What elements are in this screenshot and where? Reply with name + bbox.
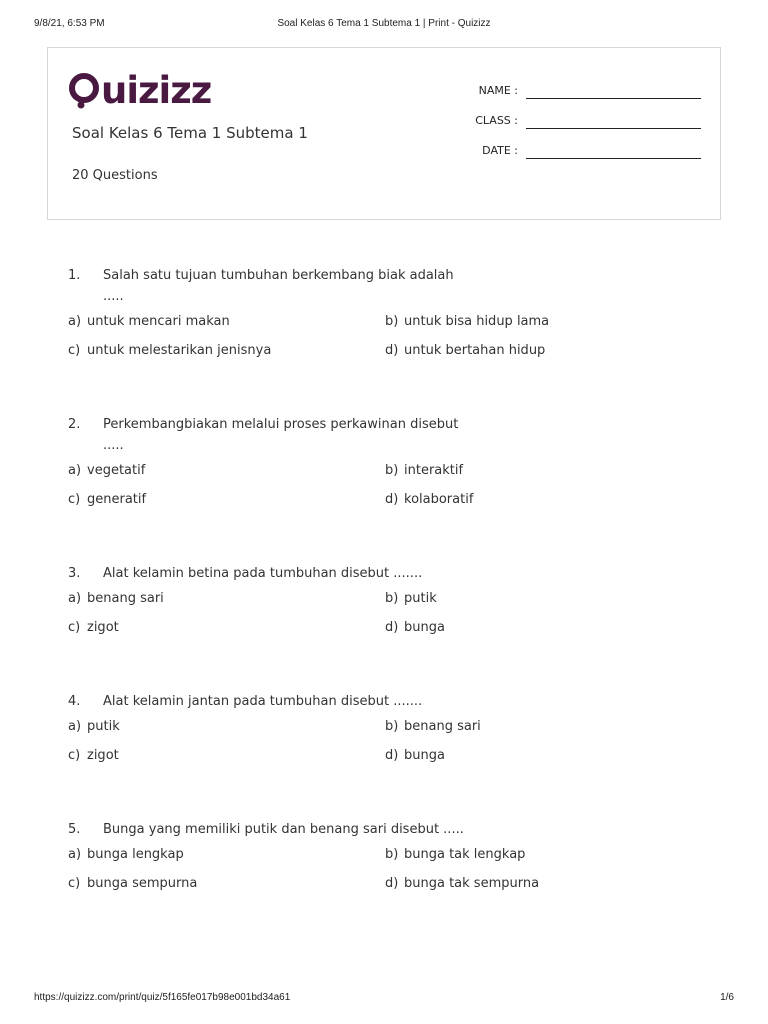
option-letter: a) <box>68 463 82 478</box>
option-letter: c) <box>68 343 81 358</box>
answer-option <box>385 464 702 493</box>
question-number: 4. <box>68 694 81 709</box>
print-header <box>34 18 734 32</box>
option-letter: d) <box>385 748 399 763</box>
option-letter: d) <box>385 876 399 891</box>
option-letter: b) <box>385 463 399 478</box>
answer-options <box>68 464 708 522</box>
quizizz-q-logo-icon <box>68 71 100 109</box>
name-field <box>448 82 708 112</box>
question-text: Alat kelamin jantan pada tumbuhan disebut ....... <box>103 694 423 709</box>
option-letter: a) <box>68 591 82 606</box>
option-letter: d) <box>385 620 399 635</box>
answer-option <box>68 592 385 621</box>
option-letter: c) <box>68 620 81 635</box>
question-number: 5. <box>68 822 81 837</box>
question-item <box>68 563 708 650</box>
option-letter: b) <box>385 719 399 734</box>
answer-option <box>68 848 385 877</box>
date-label: DATE : <box>482 144 518 157</box>
option-letter: d) <box>385 492 399 507</box>
option-text: putik <box>404 591 437 606</box>
question-text: Alat kelamin betina pada tumbuhan disebut ....... <box>103 566 423 581</box>
print-url: https://quizizz.com/print/quiz/5f165fe017b98e001bd34a61 <box>34 992 291 1003</box>
quiz-header-card <box>47 47 721 220</box>
answer-option <box>68 877 385 906</box>
answer-option <box>385 344 702 373</box>
print-page-title: Soal Kelas 6 Tema 1 Subtema 1 | Print - Quizizz <box>277 18 491 29</box>
answer-option <box>68 315 385 344</box>
option-text: bunga lengkap <box>87 847 184 862</box>
question-item <box>68 265 708 373</box>
logo-wordmark: uizizz <box>101 68 212 112</box>
option-text: benang sari <box>87 591 164 606</box>
print-datetime: 9/8/21, 6:53 PM <box>34 18 105 29</box>
option-text: bunga <box>404 620 445 635</box>
answer-option <box>385 848 702 877</box>
answer-options <box>68 592 708 650</box>
question-count: 20 Questions <box>72 168 158 183</box>
option-letter: a) <box>68 847 82 862</box>
name-label: NAME : <box>478 84 518 97</box>
print-footer <box>34 992 734 1006</box>
question-number: 3. <box>68 566 81 581</box>
quizizz-logo <box>68 68 211 112</box>
option-text: untuk bertahan hidup <box>404 343 546 358</box>
answer-option <box>68 493 385 522</box>
name-blank-line <box>526 98 701 99</box>
answer-options <box>68 315 708 373</box>
option-text: interaktif <box>404 463 464 478</box>
option-text: bunga tak sempurna <box>404 876 540 891</box>
page-number: 1/6 <box>720 992 734 1003</box>
question-item <box>68 414 708 522</box>
question-item <box>68 819 708 906</box>
option-text: vegetatif <box>87 463 146 478</box>
question-number: 1. <box>68 268 81 283</box>
option-text: kolaboratif <box>404 492 474 507</box>
option-text: zigot <box>87 748 119 763</box>
option-text: generatif <box>87 492 147 507</box>
answer-option <box>385 592 702 621</box>
option-letter: c) <box>68 876 81 891</box>
option-letter: b) <box>385 591 399 606</box>
answer-option <box>68 621 385 650</box>
option-letter: c) <box>68 492 81 507</box>
option-text: putik <box>87 719 120 734</box>
date-field <box>448 142 708 172</box>
answer-options <box>68 720 708 778</box>
option-text: zigot <box>87 620 119 635</box>
option-letter: c) <box>68 748 81 763</box>
option-letter: d) <box>385 343 399 358</box>
class-blank-line <box>526 128 701 129</box>
question-text: Salah satu tujuan tumbuhan berkembang biak adalah ..... <box>103 268 454 304</box>
option-letter: b) <box>385 847 399 862</box>
answer-option <box>385 749 702 778</box>
answer-option <box>385 720 702 749</box>
answer-options <box>68 848 708 906</box>
question-list <box>68 265 708 947</box>
option-text: untuk mencari makan <box>87 314 230 329</box>
answer-option <box>385 621 702 650</box>
date-blank-line <box>526 158 701 159</box>
question-text: Bunga yang memiliki putik dan benang sari disebut ..... <box>103 822 464 837</box>
student-fields <box>448 82 708 172</box>
option-text: bunga tak lengkap <box>404 847 526 862</box>
question-number: 2. <box>68 417 81 432</box>
option-text: untuk bisa hidup lama <box>404 314 550 329</box>
class-label: CLASS : <box>475 114 518 127</box>
answer-option <box>68 720 385 749</box>
option-letter: a) <box>68 314 82 329</box>
option-letter: a) <box>68 719 82 734</box>
quiz-title: Soal Kelas 6 Tema 1 Subtema 1 <box>72 124 308 142</box>
answer-option <box>385 877 702 906</box>
answer-option <box>385 493 702 522</box>
answer-option <box>68 344 385 373</box>
question-item <box>68 691 708 778</box>
option-text: bunga <box>404 748 445 763</box>
question-text: Perkembangbiakan melalui proses perkawinan disebut ..... <box>103 417 459 453</box>
option-text: bunga sempurna <box>87 876 198 891</box>
answer-option <box>68 749 385 778</box>
option-letter: b) <box>385 314 399 329</box>
answer-option <box>68 464 385 493</box>
answer-option <box>385 315 702 344</box>
class-field <box>448 112 708 142</box>
option-text: untuk melestarikan jenisnya <box>87 343 272 358</box>
option-text: benang sari <box>404 719 481 734</box>
